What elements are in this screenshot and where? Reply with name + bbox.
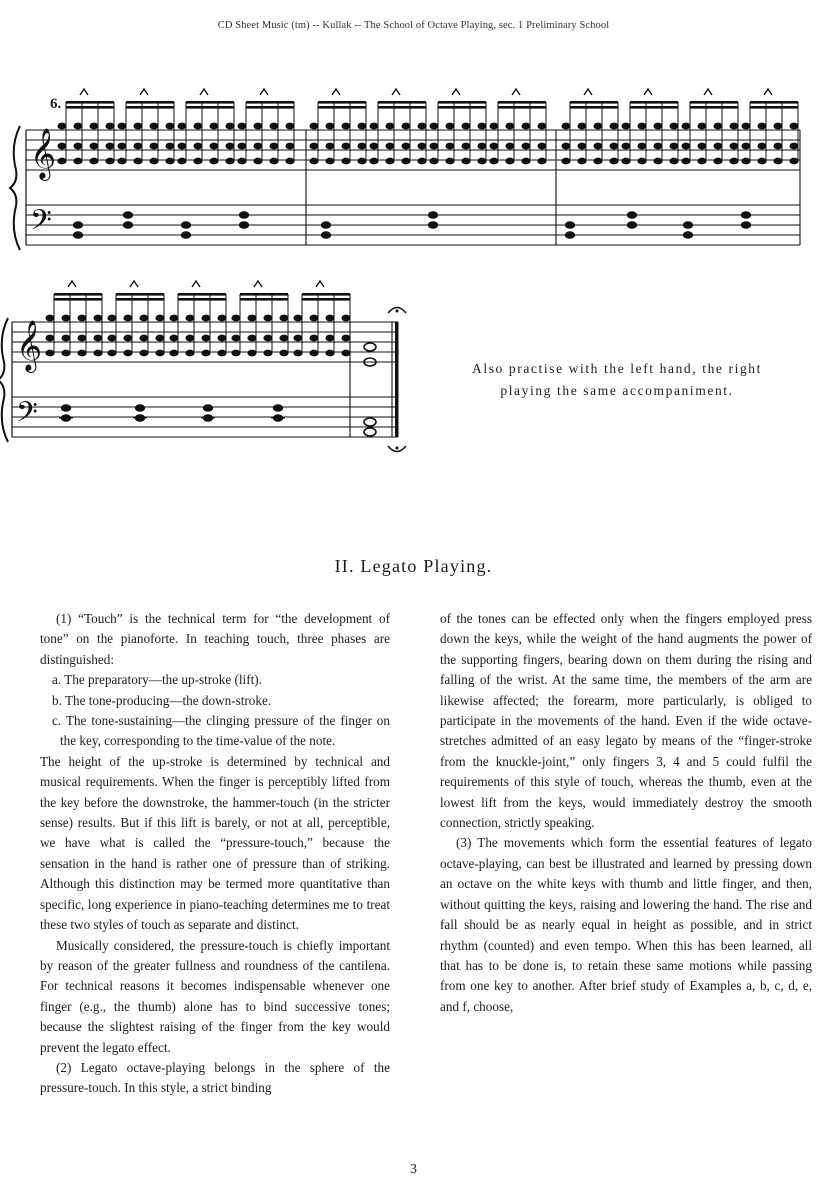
- left-column: [40, 609, 390, 1099]
- section-title: II. Legato Playing.: [334, 556, 493, 576]
- paragraph: (3) The movements which form the essential features of legato octave-playing, can best be illustrated and learned by pressing down an octave on the white keys with thumb and little finger, and then, without quitting the keys, raising and lowering the hand. The rise and fall should be as nearly equal in height as possible, and in strict rhythm (counted) and even tempo. When this has been learned, all that has to be done is, to retain these same motions while passing from one key to another. After brief study of Examples a, b, c, d, e, and f, choose,: [440, 835, 812, 1014]
- paragraph: (2) Legato octave-playing belongs in the sphere of the pressure-touch. In this style, a strict binding: [40, 1059, 390, 1096]
- page-header: CD Sheet Music (tm) -- Kullak -- The School of Octave Playing, sec. 1 Preliminary School: [217, 20, 610, 31]
- paragraph: c. The tone-sustaining––the clinging pressure of the finger on the key, corresponding to the time-value of the note.: [52, 713, 390, 749]
- right-column: [440, 609, 812, 1017]
- bass-staff: [26, 205, 800, 245]
- bass-clef-icon: 𝄢: [30, 204, 52, 244]
- treble-clef-icon: 𝄞: [30, 128, 57, 179]
- practice-note: Also practise with the left hand, the right playing the same accompaniment.: [472, 361, 762, 398]
- bass-clef-icon: 𝄢: [16, 396, 38, 436]
- paragraph: The height of the up-stroke is determined by technical and musical requirements. When the finger is perceptibly lifted from the key before the downstroke, the hammer-touch (in the stricter sense) results. But if this lift is barely, or not at all, perceptible, we have what is called the “pressure-touch,” because the sensation in the hand is rather one of pressure than of striking. Although this distinction may be termed more quantitative than specific, long experience in piano-teaching determines me to treat these two styles of touch as separate and distinct.: [40, 753, 390, 933]
- paragraph: Musically considered, the pressure-touch is chiefly important by reason of the greater fullness and roundness of the cantilena. For technical reasons it becomes indispensable whenever one finger (e.g., the thumb) alone has to bind successive tones; because the slightest raising of the finger from the key would prevent the legato effect.: [40, 937, 390, 1055]
- music-system-2: [0, 281, 406, 452]
- treble-clef-icon: 𝄞: [16, 320, 43, 371]
- paragraph: b. The tone-producing––the down-stroke.: [52, 692, 272, 708]
- page-number: 3: [410, 1162, 417, 1177]
- paragraph: of the tones can be effected only when the fingers employed press down the keys, while the weight of the hand augments the power of the supporting fingers, bearing down on them during the rising and falling of the wrist. At the same time, the members of the arm are likewise affected; the forearm, more particularly, is obliged to participate in the movements of the hand. Even if the wide octave-stretches admitted of an easy legato by means of the “finger-stroke from the knuckle-joint,” only fingers 3, 4 and 5 could fulfil the requirements of this style of touch, whereas the thumb, even at the lowest lift from the keys, would immediately destroy the smooth connection, strictly speaking.: [440, 611, 812, 831]
- bass-staff: [12, 397, 398, 437]
- music-system-1: [10, 89, 800, 250]
- paragraph: (1) “Touch” is the technical term for “the development of tone” on the pianoforte. In teaching touch, three phases are distinguished:: [40, 611, 390, 667]
- example-number: 6.: [50, 96, 62, 112]
- paragraph: a. The preparatory––the up-stroke (lift).: [52, 672, 262, 688]
